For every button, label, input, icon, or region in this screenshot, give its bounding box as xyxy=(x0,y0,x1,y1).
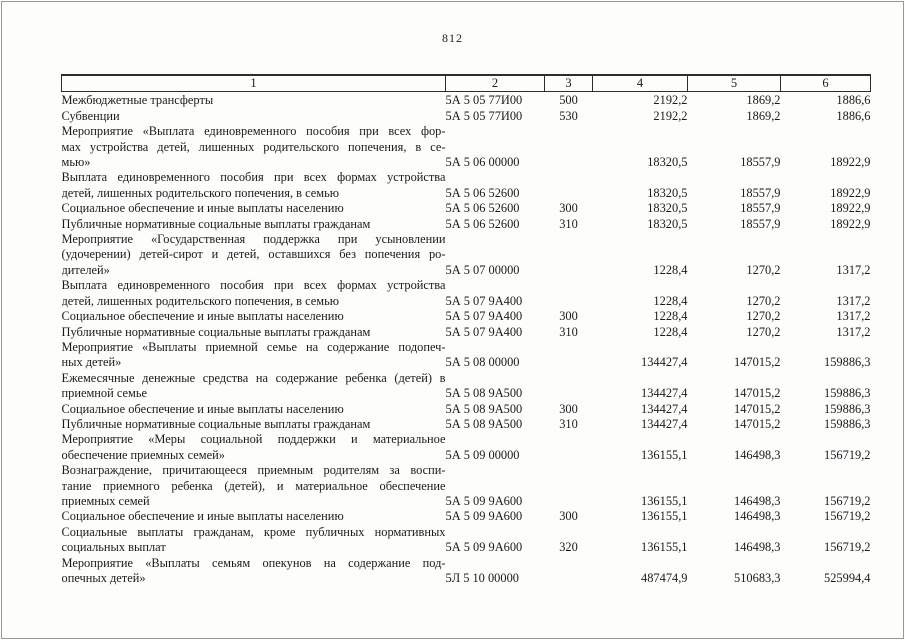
row-name-line: Мероприятие «Выплаты приемной семье на содержание подопеч- xyxy=(61,339,446,354)
row-name xyxy=(62,170,446,201)
row-amount-col4: 136155,1 xyxy=(641,540,688,555)
row-name-line: Социальные выплаты гражданам, кроме публичных нормативных xyxy=(61,524,446,539)
row-name xyxy=(62,201,446,216)
row-name-line: Мероприятие «Меры социальной поддержки и материальное xyxy=(61,432,446,447)
row-name xyxy=(62,340,446,371)
row-classification-code: 5А 5 07 9А400 xyxy=(445,309,523,324)
row-name-line: социальных выплат xyxy=(61,540,166,555)
row-classification-code: 5А 5 05 77И00 xyxy=(445,108,523,123)
row-name-line: Публичные нормативные социальные выплаты гражданам xyxy=(61,216,371,231)
table-row xyxy=(62,232,871,278)
row-name-line: Мероприятие «Выплаты семьям опекунов на содержание под- xyxy=(61,555,446,570)
row-amount-col6: 18922,9 xyxy=(830,155,871,170)
row-amount-col5: 146498,3 xyxy=(734,540,781,555)
row-classification-code: 5А 5 09 00000 xyxy=(445,447,520,462)
row-name-line: (удочерении) детей-сирот и детей, оставшихся без попечения ро- xyxy=(61,247,446,262)
row-name xyxy=(62,124,446,170)
row-name xyxy=(62,109,446,124)
row-amount-col4: 487474,9 xyxy=(641,571,688,585)
row-amount-col4: 134427,4 xyxy=(641,416,688,431)
row-name-line: Мероприятие «Выплата единовременного пособия при всех фор- xyxy=(61,124,446,139)
row-name-line: дителей» xyxy=(61,262,110,277)
row-amount-col4: 2192,2 xyxy=(653,93,688,108)
row-amount-col6: 1886,6 xyxy=(836,93,871,108)
row-amount-col4: 18320,5 xyxy=(647,216,688,231)
row-name-line: Публичные нормативные социальные выплаты гражданам xyxy=(61,324,371,339)
row-amount-col6: 159886,3 xyxy=(824,416,871,431)
row-name-line: Социальное обеспечение и иные выплаты населению xyxy=(61,401,344,416)
row-amount-col5: 147015,2 xyxy=(734,355,781,370)
row-amount-col6: 156719,2 xyxy=(824,540,871,555)
table-row xyxy=(62,92,871,109)
row-amount-col5: 18557,9 xyxy=(740,201,781,216)
row-name xyxy=(62,309,446,324)
row-name-line: Социальное обеспечение и иные выплаты населению xyxy=(61,201,344,216)
row-name xyxy=(62,556,446,587)
row-expense-type-code: 300 xyxy=(559,201,578,216)
row-expense-type-code: 500 xyxy=(559,93,578,108)
row-name xyxy=(62,217,446,232)
row-name-line: Вознаграждение, причитающееся приемным родителям за воспи- xyxy=(61,463,446,478)
table-row xyxy=(62,340,871,371)
row-amount-col5: 18557,9 xyxy=(740,185,781,200)
row-classification-code: 5А 5 08 9А500 xyxy=(445,386,523,401)
row-amount-col6: 18922,9 xyxy=(830,216,871,231)
row-expense-type-code xyxy=(545,463,593,509)
row-amount-col6: 1317,2 xyxy=(836,262,871,277)
row-amount-col4: 1228,4 xyxy=(653,293,688,308)
row-amount-col6: 18922,9 xyxy=(830,185,871,200)
page-number: 812 xyxy=(442,31,463,45)
row-amount-col6: 156719,2 xyxy=(824,509,871,524)
row-expense-type-code: 310 xyxy=(559,416,578,431)
row-amount-col5: 1270,2 xyxy=(746,324,781,339)
row-amount-col5: 1270,2 xyxy=(746,262,781,277)
row-name-line: приемных семей xyxy=(61,493,150,508)
row-amount-col5: 147015,2 xyxy=(734,386,781,401)
row-amount-col5: 18557,9 xyxy=(740,155,781,170)
table-row xyxy=(62,463,871,509)
row-amount-col4: 18320,5 xyxy=(647,201,688,216)
row-name-line: опечных детей» xyxy=(61,571,146,585)
row-classification-code: 5А 5 06 52600 xyxy=(445,185,520,200)
row-amount-col6: 159886,3 xyxy=(824,401,871,416)
row-amount-col6: 1886,6 xyxy=(836,108,871,123)
row-amount-col5: 18557,9 xyxy=(740,216,781,231)
row-amount-col6: 1317,2 xyxy=(836,324,871,339)
row-classification-code: 5А 5 07 9А400 xyxy=(445,293,523,308)
row-amount-col6: 1317,2 xyxy=(836,309,871,324)
row-classification-code: 5А 5 07 9А400 xyxy=(445,324,523,339)
row-amount-col4: 18320,5 xyxy=(647,185,688,200)
row-amount-col5: 147015,2 xyxy=(734,401,781,416)
row-expense-type-code xyxy=(545,371,593,402)
row-classification-code: 5А 5 06 52600 xyxy=(445,201,520,216)
row-name xyxy=(62,417,446,432)
row-classification-code: 5А 5 06 52600 xyxy=(445,216,520,231)
row-amount-col4: 136155,1 xyxy=(641,493,688,508)
row-amount-col6: 159886,3 xyxy=(824,386,871,401)
row-classification-code: 5А 5 09 9А600 xyxy=(445,509,523,524)
row-name-line: Мероприятие «Государственная поддержка при усыновлении xyxy=(61,232,446,247)
row-name xyxy=(62,325,446,340)
row-name xyxy=(62,509,446,524)
row-expense-type-code xyxy=(545,124,593,170)
row-name-line: Социальное обеспечение и иные выплаты населению xyxy=(61,509,344,524)
table-row xyxy=(62,525,871,556)
row-name xyxy=(62,232,446,278)
row-name-line: Выплата единовременного пособия при всех формах устройства xyxy=(61,278,446,293)
row-amount-col5: 1270,2 xyxy=(746,309,781,324)
row-expense-type-code: 310 xyxy=(559,216,578,231)
row-classification-code: 5А 5 09 9А600 xyxy=(445,540,523,555)
header-cell-2: 2 xyxy=(446,75,545,92)
row-amount-col4: 136155,1 xyxy=(641,447,688,462)
row-amount-col4: 1228,4 xyxy=(653,324,688,339)
row-amount-col4: 2192,2 xyxy=(653,108,688,123)
row-name-line: мью» xyxy=(61,155,91,170)
row-amount-col4: 134427,4 xyxy=(641,401,688,416)
row-name-line: Межбюджетные трансферты xyxy=(61,93,214,108)
row-classification-code: 5Л 5 10 00000 xyxy=(445,571,519,585)
table-row xyxy=(62,417,871,432)
row-amount-col4: 134427,4 xyxy=(641,355,688,370)
row-name-line: мах устройства детей, лишенных родительского попечения, в се- xyxy=(61,139,446,154)
row-name-line: ных детей» xyxy=(61,355,122,370)
row-expense-type-code: 320 xyxy=(559,540,578,555)
row-amount-col5: 146498,3 xyxy=(734,493,781,508)
table-row xyxy=(62,309,871,324)
row-name-line: приемной семье xyxy=(61,386,147,401)
header-cell-6: 6 xyxy=(781,75,871,92)
row-expense-type-code: 530 xyxy=(559,108,578,123)
row-name-line: тание приемного ребенка (детей), и материальное обеспечение xyxy=(61,478,446,493)
row-expense-type-code xyxy=(545,340,593,371)
header-cell-4: 4 xyxy=(593,75,688,92)
row-amount-col5: 1869,2 xyxy=(746,93,781,108)
budget-table xyxy=(61,74,871,586)
row-amount-col4: 1228,4 xyxy=(653,309,688,324)
row-amount-col6: 525994,4 xyxy=(824,571,871,585)
row-expense-type-code xyxy=(545,432,593,463)
row-amount-col6: 156719,2 xyxy=(824,447,871,462)
budget-table-body xyxy=(62,92,871,587)
row-name-line: Социальное обеспечение и иные выплаты населению xyxy=(61,309,344,324)
header-cell-5: 5 xyxy=(688,75,781,92)
row-name xyxy=(62,432,446,463)
row-name-line: детей, лишенных родительского попечения, в семью xyxy=(61,185,340,200)
row-name-line: детей, лишенных родительского попечения, в семью xyxy=(61,293,340,308)
row-name xyxy=(62,92,446,109)
row-amount-col6: 18922,9 xyxy=(830,201,871,216)
row-amount-col5: 1270,2 xyxy=(746,293,781,308)
row-expense-type-code xyxy=(545,556,593,587)
row-classification-code: 5А 5 08 00000 xyxy=(445,355,520,370)
row-amount-col4: 18320,5 xyxy=(647,155,688,170)
table-row xyxy=(62,556,871,587)
row-amount-col4: 1228,4 xyxy=(653,262,688,277)
row-name-line: Выплата единовременного пособия при всех формах устройства xyxy=(61,170,446,185)
row-amount-col5: 146498,3 xyxy=(734,447,781,462)
row-amount-col5: 147015,2 xyxy=(734,416,781,431)
budget-table-header xyxy=(62,75,871,92)
row-name xyxy=(62,463,446,509)
row-amount-col4: 136155,1 xyxy=(641,509,688,524)
table-row xyxy=(62,124,871,170)
row-classification-code: 5А 5 08 9А500 xyxy=(445,416,523,431)
row-expense-type-code xyxy=(545,170,593,201)
row-name-line: Ежемесячные денежные средства на содержание ребенка (детей) в xyxy=(61,370,446,385)
table-row xyxy=(62,217,871,232)
row-name-line: обеспечение приемных семей» xyxy=(61,447,225,462)
table-row xyxy=(62,509,871,524)
row-amount-col5: 510683,3 xyxy=(734,571,781,585)
row-name-line: Субвенции xyxy=(61,108,120,123)
row-name xyxy=(62,278,446,309)
row-name xyxy=(62,371,446,402)
row-amount-col6: 156719,2 xyxy=(824,493,871,508)
row-amount-col6: 1317,2 xyxy=(836,293,871,308)
row-classification-code: 5А 5 06 00000 xyxy=(445,155,520,170)
row-name-line: Публичные нормативные социальные выплаты гражданам xyxy=(61,416,371,431)
table-row xyxy=(62,278,871,309)
row-amount-col4: 134427,4 xyxy=(641,386,688,401)
row-expense-type-code: 310 xyxy=(559,324,578,339)
header-cell-3: 3 xyxy=(545,75,593,92)
row-expense-type-code xyxy=(545,278,593,309)
header-cell-1: 1 xyxy=(62,75,446,92)
header-row xyxy=(62,75,871,92)
table-row xyxy=(62,201,871,216)
table-row xyxy=(62,170,871,201)
row-classification-code: 5А 5 05 77И00 xyxy=(445,93,523,108)
table-row xyxy=(62,109,871,124)
row-expense-type-code: 300 xyxy=(559,401,578,416)
row-classification-code: 5А 5 08 9А500 xyxy=(445,401,523,416)
row-expense-type-code: 300 xyxy=(559,309,578,324)
row-amount-col5: 146498,3 xyxy=(734,509,781,524)
row-name xyxy=(62,402,446,417)
table-row xyxy=(62,325,871,340)
row-amount-col5: 1869,2 xyxy=(746,108,781,123)
table-row xyxy=(62,432,871,463)
row-name xyxy=(62,525,446,556)
row-classification-code: 5А 5 09 9А600 xyxy=(445,493,523,508)
table-row xyxy=(62,371,871,402)
table-row xyxy=(62,402,871,417)
row-classification-code: 5А 5 07 00000 xyxy=(445,262,520,277)
row-expense-type-code: 300 xyxy=(559,509,578,524)
row-expense-type-code xyxy=(545,232,593,278)
row-amount-col6: 159886,3 xyxy=(824,355,871,370)
